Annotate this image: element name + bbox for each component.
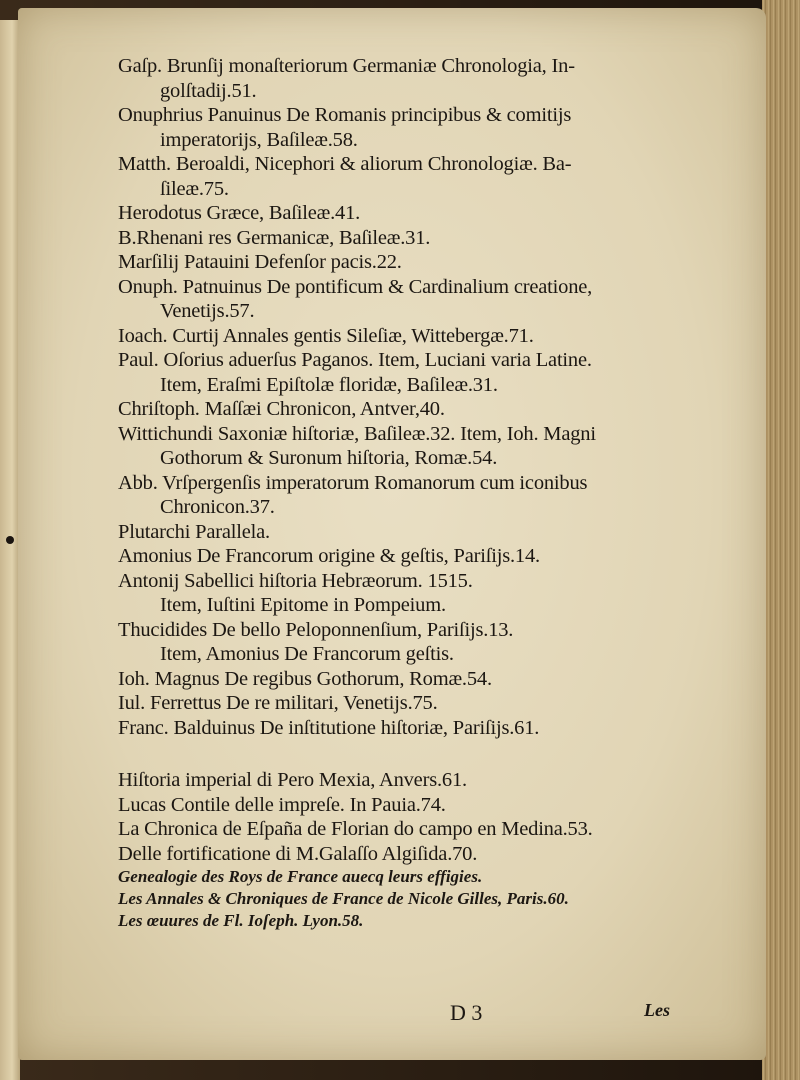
bibliography-entry: Genealogie des Roys de France auecq leurs effigies. [118, 867, 483, 886]
bibliography-entry: B.Rhenani res Germanicæ, Baſileæ.31. [118, 226, 431, 249]
signature-mark: D 3 [450, 1000, 483, 1025]
bibliography-entry: Gaſp. Brunſij monaſteriorum Germaniæ Chronologia, In- [118, 55, 575, 77]
bibliography-entry: Plutarchi Parallela. [118, 520, 270, 543]
bibliography-entry: Onuph. Patnuinus De pontificum & Cardinalium creatione, [118, 275, 593, 298]
bibliography-entry: Herodotus Græce, Baſileæ.41. [118, 202, 361, 224]
bibliography-entry: Item, Iuſtini Epitome in Pompeium. [160, 594, 446, 616]
bibliography-entry: imperatorijs, Baſileæ.58. [160, 128, 358, 151]
page-block-edge [762, 0, 800, 1080]
bibliography-entry: Amonius De Francorum origine & geſtis, Pariſijs.14. [118, 545, 540, 567]
bibliography-entry: Chriſtoph. Maſſæi Chronicon, Antver,40. [118, 398, 445, 420]
facing-page-edge [0, 20, 20, 1080]
bibliography-entry: Lucas Contile delle impreſe. In Pauia.74. [118, 793, 446, 816]
bibliography-entry: Antonij Sabellici hiſtoria Hebræorum. 1515. [118, 569, 473, 592]
section-gap [118, 740, 708, 768]
bibliography-entry: Abb. Vrſpergenſis imperatorum Romanorum cum iconibus [118, 471, 588, 494]
book-page [18, 8, 766, 1060]
bibliography-entry: Matth. Beroaldi, Nicephori & aliorum Chronologiæ. Ba- [118, 153, 572, 175]
ink-mark [6, 536, 14, 544]
bibliography-entry: Les œuures de Fl. Ioſeph. Lyon.58. [118, 911, 364, 930]
bibliography-entry: Wittichundi Saxoniæ hiſtoriæ, Baſileæ.32. Item, Ioh. Magni [118, 422, 596, 445]
bibliography-entry: Thucidides De bello Peloponnenſium, Pariſijs.13. [118, 618, 514, 641]
bibliography-entry: Les Annales & Chroniques de France de Nicole Gilles, Paris.60. [118, 889, 569, 908]
bibliography-entry: Gothorum & Suronum hiſtoria, Romæ.54. [160, 447, 498, 469]
bibliography-entry: Marſilij Patauini Defenſor pacis.22. [118, 251, 402, 273]
bibliography-entry: Hiſtoria imperial di Pero Mexia, Anvers.61. [118, 769, 467, 791]
bibliography-entry: Delle fortificatione di M.Galaſſo Algiſida.70. [118, 842, 478, 865]
page-footer [18, 1000, 766, 1028]
bibliography-entry: Ioach. Curtij Annales gentis Sileſiæ, Wittebergæ.71. [118, 324, 534, 347]
bibliography-entry: Onuphrius Panuinus De Romanis principibus & comitijs [118, 104, 572, 126]
bibliography-list [118, 54, 708, 932]
bibliography-entry: Franc. Balduinus De inſtitutione hiſtoriæ, Pariſijs.61. [118, 716, 540, 739]
bibliography-entry: golſtadij.51. [160, 79, 257, 102]
bibliography-entry: Item, Eraſmi Epiſtolæ floridæ, Baſileæ.31. [160, 373, 498, 396]
bibliography-entry: Item, Amonius De Francorum geſtis. [160, 643, 454, 665]
catchword: Les [644, 1000, 670, 1020]
bibliography-entry: La Chronica de Eſpaña de Florian do campo en Medina.53. [118, 818, 593, 840]
bibliography-entry: Venetijs.57. [160, 300, 255, 322]
bibliography-entry: Ioh. Magnus De regibus Gothorum, Romæ.54. [118, 667, 492, 690]
bibliography-entry: Chronicon.37. [160, 496, 275, 518]
bibliography-entry: Iul. Ferrettus De re militari, Venetijs.75. [118, 692, 438, 714]
bibliography-entry: Paul. Oſorius aduerſus Paganos. Item, Luciani varia Latine. [118, 349, 592, 371]
bibliography-entry: ſileæ.75. [160, 177, 229, 200]
